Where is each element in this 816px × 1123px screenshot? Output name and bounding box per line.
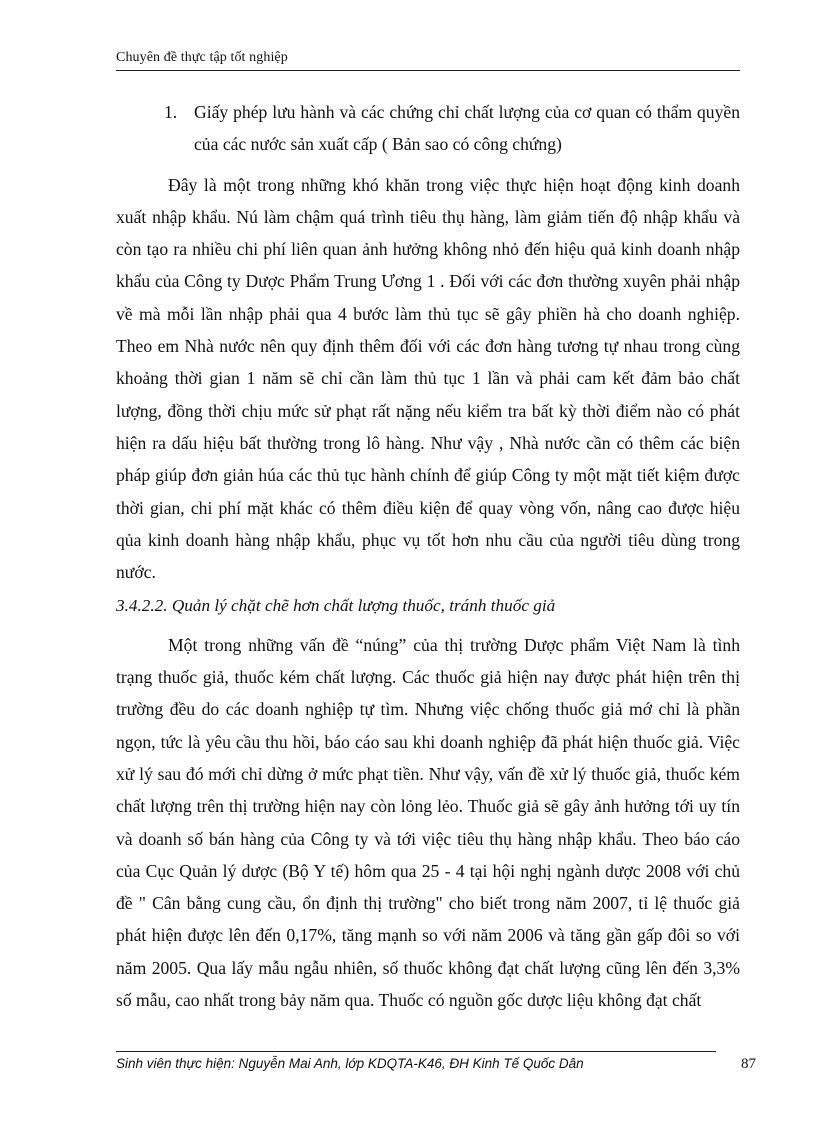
header-title: Chuyên đề thực tập tốt nghiệp	[116, 50, 288, 65]
section-subheading: 3.4.2.2. Quản lý chặt chẽ hơn chất lượng thuốc, tránh thuốc giả	[116, 596, 556, 616]
page-header	[116, 50, 740, 71]
page-footer	[116, 1056, 756, 1073]
paragraph-2: Một trong những vấn đề “núng” của thị trường Dược phẩm Việt Nam là tình trạng thuốc giả, thuốc kém chất lượng. Các thuốc giả hiện nay được phát hiện trên thị trường đều do các doanh nghiệp tự tìm. Nhưng việc chống thuốc giả mớ chỉ là phần ngọn, tức là yêu cầu thu hồi, báo cáo sau khi doanh nghiệp đã phát hiện thuốc giả. Việc xử lý sau đó mới chỉ dừng ở mức phạt tiền. Như vậy, vấn đề xử lý thuốc giả, thuốc kém chất lượng trên thị trường hiện nay còn lỏng lẻo. Thuốc giả sẽ gây ảnh hưởng tới uy tín và doanh số bán hàng của Công ty và tới việc tiêu thụ hàng nhập khẩu. Theo báo cáo của Cục Quản lý dược (Bộ Y tế) hôm qua 25 - 4 tại hội nghị ngành dược 2008 với chủ đề " Cân bằng cung cầu, ổn định thị trường" cho biết trong năm 2007, tỉ lệ thuốc giả phát hiện được lên đến 0,17%, tăng mạnh so với năm 2006 và tăng gần gấp đôi so với năm 2005. Qua lấy mẫu ngẫu nhiên, số thuốc không đạt chất lượng cũng lên đến 3,3% số mẫu, cao nhất trong bảy năm qua. Thuốc có nguồn gốc dược liệu không đạt chất	[116, 634, 740, 1011]
list-item	[164, 96, 740, 161]
footer-author: Sinh viên thực hiện: Nguyễn Mai Anh, lớp KDQTA-K46, ĐH Kinh Tế Quốc Dân	[116, 1056, 584, 1071]
document-body	[116, 96, 740, 1016]
list-item-number: 1.	[164, 102, 178, 122]
footer-divider	[116, 1051, 716, 1052]
list-item-text: Giấy phép lưu hành và các chứng chỉ chất lượng của cơ quan có thẩm quyền của các nước sản xuất cấp ( Bản sao có công chứng)	[194, 102, 740, 155]
page-number: 87	[741, 1056, 756, 1072]
paragraph-1: Đây là một trong những khó khăn trong việc thực hiện hoạt động kinh doanh xuất nhập khẩu. Nú làm chậm quá trình tiêu thụ hàng, làm giảm tiến độ nhập khẩu và còn tạo ra nhiều chi phí liên quan ảnh hưởng không nhỏ đến hiệu quả kinh doanh nhập khẩu của Công ty Dược Phẩm Trung Ương 1 . Đối với các đơn thường xuyên phải nhập về mà mỗi lần nhập phải qua 4 bước làm thủ tục sẽ gây phiền hà cho doanh nghiệp. Theo em Nhà nước nên quy định thêm đối với các đơn hàng tương tự nhau trong cùng khoảng thời gian 1 năm sẽ chỉ cần làm thủ tục 1 lần và phải cam kết đảm bảo chất lượng, đồng thời chịu mức sử phạt rất nặng nếu kiểm tra bất kỳ thời điểm nào có phát hiện ra dấu hiệu bất thường trong lô hàng. Như vậy , Nhà nước cần có thêm các biện pháp giúp đơn giản húa các thủ tục hành chính để giúp Công ty một mặt tiết kiệm được thời gian, chi phí mặt khác có thêm điều kiện để quay vòng vốn, nâng cao được hiệu qủa kinh doanh hàng nhập khẩu, phục vụ tốt hơn nhu cầu của người tiêu dùng trong nước.	[116, 174, 740, 583]
